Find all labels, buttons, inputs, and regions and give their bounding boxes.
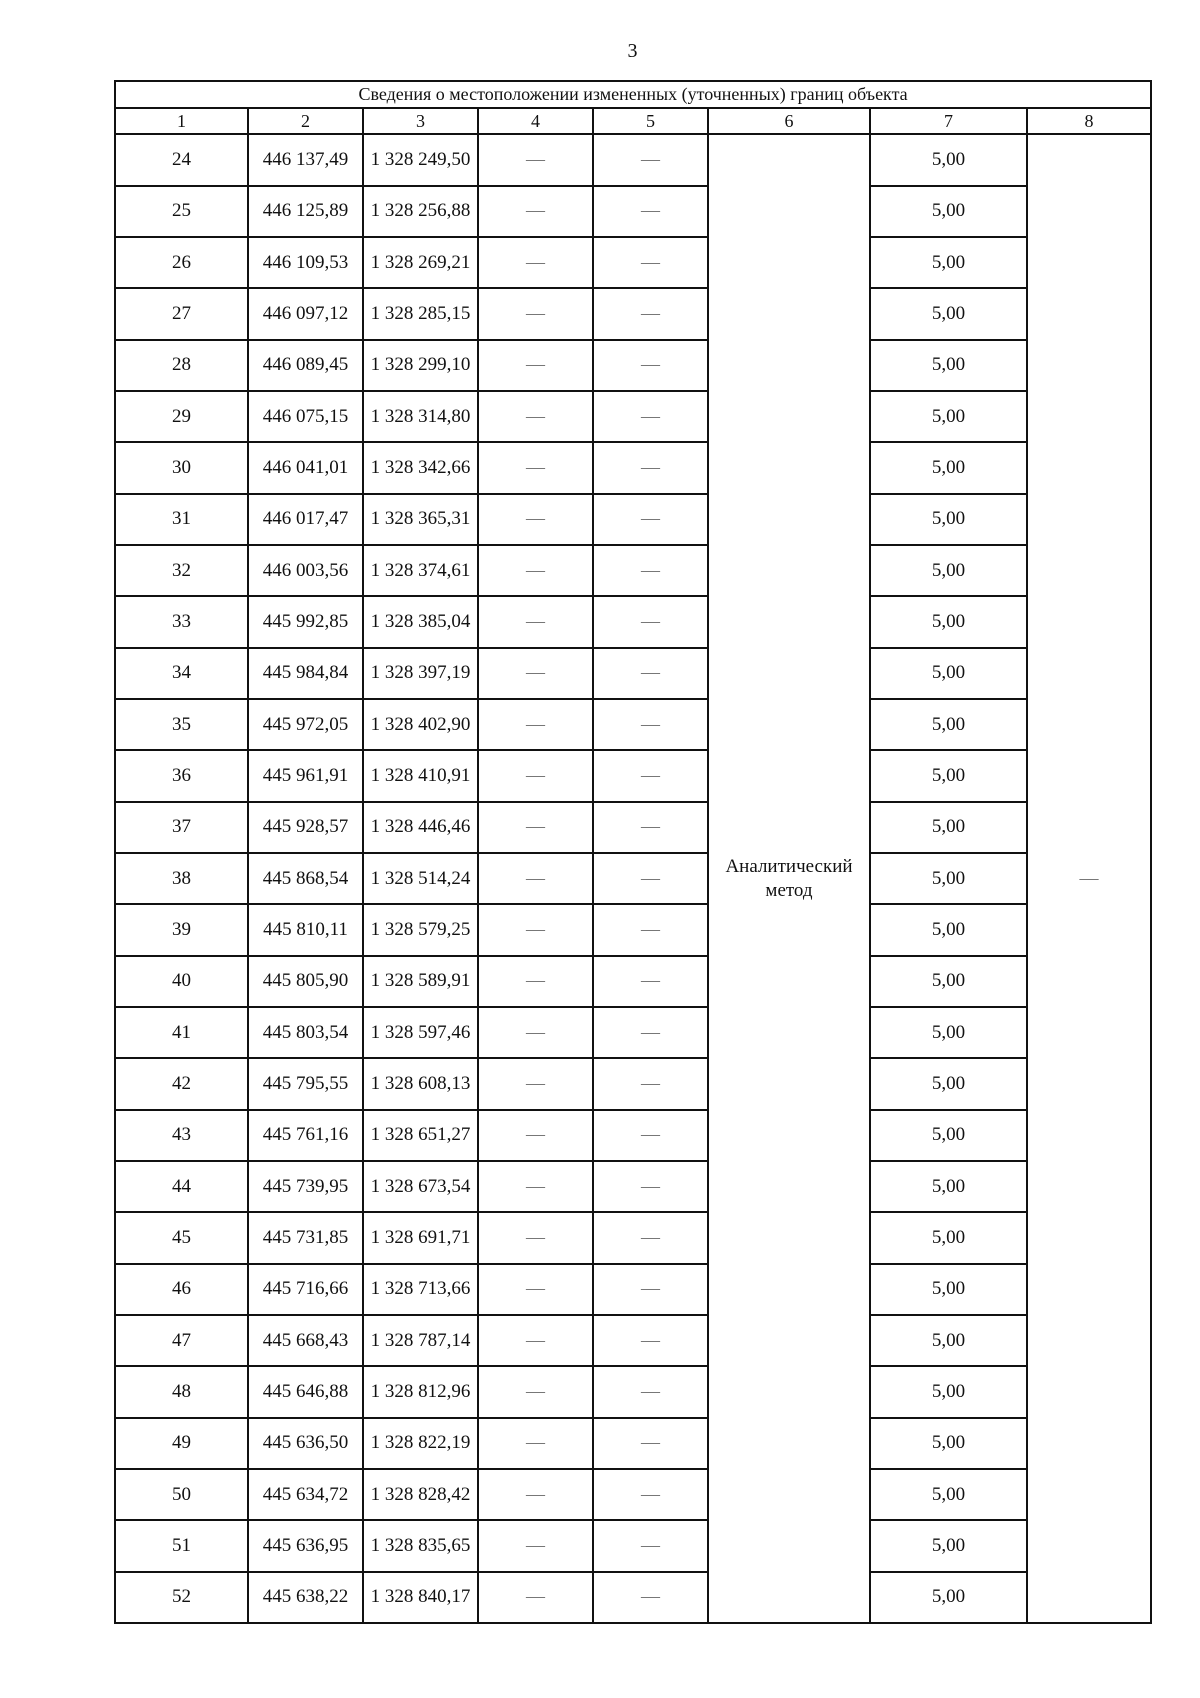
column-4-cell: —	[478, 134, 593, 185]
table-row	[115, 699, 1151, 750]
accuracy-cell: 5,00	[870, 288, 1027, 339]
column-5-cell: —	[593, 1161, 708, 1212]
x-coordinate-cell: 445 928,57	[248, 802, 363, 853]
accuracy-cell: 5,00	[870, 1264, 1027, 1315]
column-4-cell: —	[478, 391, 593, 442]
column-4-cell: —	[478, 802, 593, 853]
x-coordinate-cell: 445 739,95	[248, 1161, 363, 1212]
table-row	[115, 1161, 1151, 1212]
table-row	[115, 391, 1151, 442]
column-5-cell: —	[593, 1572, 708, 1623]
column-number: 1	[115, 108, 248, 134]
table-row	[115, 1212, 1151, 1263]
table-row	[115, 237, 1151, 288]
y-coordinate-cell: 1 328 385,04	[363, 596, 478, 647]
x-coordinate-cell: 446 109,53	[248, 237, 363, 288]
accuracy-cell: 5,00	[870, 853, 1027, 904]
column-4-cell: —	[478, 186, 593, 237]
column-4-cell: —	[478, 1264, 593, 1315]
column-5-cell: —	[593, 340, 708, 391]
accuracy-cell: 5,00	[870, 1366, 1027, 1417]
column-5-cell: —	[593, 1212, 708, 1263]
y-coordinate-cell: 1 328 835,65	[363, 1520, 478, 1571]
y-coordinate-cell: 1 328 299,10	[363, 340, 478, 391]
column-5-cell: —	[593, 1110, 708, 1161]
point-number-cell: 41	[115, 1007, 248, 1058]
y-coordinate-cell: 1 328 374,61	[363, 545, 478, 596]
point-number-cell: 32	[115, 545, 248, 596]
column-5-cell: —	[593, 904, 708, 955]
x-coordinate-cell: 445 731,85	[248, 1212, 363, 1263]
point-number-cell: 24	[115, 134, 248, 185]
y-coordinate-cell: 1 328 256,88	[363, 186, 478, 237]
y-coordinate-cell: 1 328 269,21	[363, 237, 478, 288]
page-number: 3	[627, 40, 638, 62]
y-coordinate-cell: 1 328 691,71	[363, 1212, 478, 1263]
table-row	[115, 545, 1151, 596]
accuracy-cell: 5,00	[870, 545, 1027, 596]
column-4-cell: —	[478, 1366, 593, 1417]
column-4-cell: —	[478, 237, 593, 288]
y-coordinate-cell: 1 328 397,19	[363, 648, 478, 699]
y-coordinate-cell: 1 328 822,19	[363, 1418, 478, 1469]
point-number-cell: 50	[115, 1469, 248, 1520]
column-4-cell: —	[478, 648, 593, 699]
accuracy-cell: 5,00	[870, 1212, 1027, 1263]
column-5-cell: —	[593, 1007, 708, 1058]
column-4-cell: —	[478, 904, 593, 955]
column-5-cell: —	[593, 1520, 708, 1571]
point-number-cell: 29	[115, 391, 248, 442]
table-row	[115, 802, 1151, 853]
x-coordinate-cell: 445 805,90	[248, 956, 363, 1007]
accuracy-cell: 5,00	[870, 237, 1027, 288]
accuracy-cell: 5,00	[870, 494, 1027, 545]
x-coordinate-cell: 446 089,45	[248, 340, 363, 391]
accuracy-cell: 5,00	[870, 186, 1027, 237]
accuracy-cell: 5,00	[870, 956, 1027, 1007]
accuracy-cell: 5,00	[870, 134, 1027, 185]
table-row	[115, 494, 1151, 545]
column-4-cell: —	[478, 1161, 593, 1212]
y-coordinate-cell: 1 328 410,91	[363, 750, 478, 801]
y-coordinate-cell: 1 328 812,96	[363, 1366, 478, 1417]
column-number: 8	[1027, 108, 1151, 134]
point-number-cell: 28	[115, 340, 248, 391]
accuracy-cell: 5,00	[870, 1418, 1027, 1469]
x-coordinate-cell: 445 810,11	[248, 904, 363, 955]
y-coordinate-cell: 1 328 579,25	[363, 904, 478, 955]
accuracy-cell: 5,00	[870, 1469, 1027, 1520]
y-coordinate-cell: 1 328 608,13	[363, 1058, 478, 1109]
table-row	[115, 956, 1151, 1007]
y-coordinate-cell: 1 328 514,24	[363, 853, 478, 904]
column-5-cell: —	[593, 1366, 708, 1417]
point-number-cell: 51	[115, 1520, 248, 1571]
y-coordinate-cell: 1 328 365,31	[363, 494, 478, 545]
table-row	[115, 340, 1151, 391]
table-row	[115, 1058, 1151, 1109]
column-number: 6	[708, 108, 870, 134]
column-5-cell: —	[593, 1469, 708, 1520]
x-coordinate-cell: 446 041,01	[248, 442, 363, 493]
point-number-cell: 30	[115, 442, 248, 493]
column-5-cell: —	[593, 802, 708, 853]
column-5-cell: —	[593, 391, 708, 442]
y-coordinate-cell: 1 328 249,50	[363, 134, 478, 185]
table-row	[115, 853, 1151, 904]
column-5-cell: —	[593, 699, 708, 750]
accuracy-cell: 5,00	[870, 1315, 1027, 1366]
column-number-row	[115, 108, 1151, 134]
table-row	[115, 1366, 1151, 1417]
method-cell: Аналитический метод	[708, 134, 870, 1623]
point-number-cell: 26	[115, 237, 248, 288]
x-coordinate-cell: 445 636,95	[248, 1520, 363, 1571]
y-coordinate-cell: 1 328 787,14	[363, 1315, 478, 1366]
point-number-cell: 35	[115, 699, 248, 750]
y-coordinate-cell: 1 328 342,66	[363, 442, 478, 493]
x-coordinate-cell: 446 097,12	[248, 288, 363, 339]
column-5-cell: —	[593, 288, 708, 339]
column-4-cell: —	[478, 288, 593, 339]
table-row	[115, 134, 1151, 185]
column-number: 3	[363, 108, 478, 134]
column-4-cell: —	[478, 1212, 593, 1263]
column-number: 4	[478, 108, 593, 134]
point-number-cell: 38	[115, 853, 248, 904]
x-coordinate-cell: 445 803,54	[248, 1007, 363, 1058]
table-row	[115, 1110, 1151, 1161]
table-title: Сведения о местоположении измененных (уточненных) границ объекта	[115, 81, 1151, 108]
point-number-cell: 27	[115, 288, 248, 339]
x-coordinate-cell: 445 984,84	[248, 648, 363, 699]
y-coordinate-cell: 1 328 651,27	[363, 1110, 478, 1161]
column-8-cell: —	[1027, 134, 1151, 1623]
y-coordinate-cell: 1 328 597,46	[363, 1007, 478, 1058]
accuracy-cell: 5,00	[870, 1520, 1027, 1571]
table-row	[115, 1264, 1151, 1315]
column-5-cell: —	[593, 1264, 708, 1315]
column-5-cell: —	[593, 545, 708, 596]
column-4-cell: —	[478, 1520, 593, 1571]
accuracy-cell: 5,00	[870, 1007, 1027, 1058]
x-coordinate-cell: 446 075,15	[248, 391, 363, 442]
x-coordinate-cell: 445 868,54	[248, 853, 363, 904]
accuracy-cell: 5,00	[870, 442, 1027, 493]
point-number-cell: 37	[115, 802, 248, 853]
point-number-cell: 45	[115, 1212, 248, 1263]
table-row	[115, 1315, 1151, 1366]
x-coordinate-cell: 445 992,85	[248, 596, 363, 647]
point-number-cell: 42	[115, 1058, 248, 1109]
accuracy-cell: 5,00	[870, 699, 1027, 750]
table-row	[115, 442, 1151, 493]
y-coordinate-cell: 1 328 446,46	[363, 802, 478, 853]
point-number-cell: 46	[115, 1264, 248, 1315]
point-number-cell: 52	[115, 1572, 248, 1623]
point-number-cell: 39	[115, 904, 248, 955]
column-5-cell: —	[593, 186, 708, 237]
point-number-cell: 48	[115, 1366, 248, 1417]
column-4-cell: —	[478, 340, 593, 391]
column-number: 5	[593, 108, 708, 134]
y-coordinate-cell: 1 328 314,80	[363, 391, 478, 442]
point-number-cell: 44	[115, 1161, 248, 1212]
column-5-cell: —	[593, 237, 708, 288]
accuracy-cell: 5,00	[870, 648, 1027, 699]
x-coordinate-cell: 446 125,89	[248, 186, 363, 237]
y-coordinate-cell: 1 328 285,15	[363, 288, 478, 339]
accuracy-cell: 5,00	[870, 1572, 1027, 1623]
x-coordinate-cell: 445 636,50	[248, 1418, 363, 1469]
point-number-cell: 36	[115, 750, 248, 801]
table-row	[115, 186, 1151, 237]
column-5-cell: —	[593, 1058, 708, 1109]
table-row	[115, 288, 1151, 339]
column-4-cell: —	[478, 442, 593, 493]
column-5-cell: —	[593, 750, 708, 801]
column-5-cell: —	[593, 1315, 708, 1366]
y-coordinate-cell: 1 328 828,42	[363, 1469, 478, 1520]
column-5-cell: —	[593, 596, 708, 647]
accuracy-cell: 5,00	[870, 391, 1027, 442]
column-5-cell: —	[593, 442, 708, 493]
column-4-cell: —	[478, 1418, 593, 1469]
column-4-cell: —	[478, 545, 593, 596]
point-number-cell: 43	[115, 1110, 248, 1161]
column-5-cell: —	[593, 956, 708, 1007]
column-4-cell: —	[478, 853, 593, 904]
x-coordinate-cell: 446 137,49	[248, 134, 363, 185]
x-coordinate-cell: 445 761,16	[248, 1110, 363, 1161]
y-coordinate-cell: 1 328 589,91	[363, 956, 478, 1007]
table-row	[115, 1520, 1151, 1571]
accuracy-cell: 5,00	[870, 750, 1027, 801]
accuracy-cell: 5,00	[870, 340, 1027, 391]
column-4-cell: —	[478, 596, 593, 647]
table-row	[115, 648, 1151, 699]
accuracy-cell: 5,00	[870, 904, 1027, 955]
table-row	[115, 1469, 1151, 1520]
table-row	[115, 1007, 1151, 1058]
table-row	[115, 1418, 1151, 1469]
table-row	[115, 596, 1151, 647]
accuracy-cell: 5,00	[870, 802, 1027, 853]
column-5-cell: —	[593, 134, 708, 185]
x-coordinate-cell: 446 017,47	[248, 494, 363, 545]
column-4-cell: —	[478, 1110, 593, 1161]
y-coordinate-cell: 1 328 840,17	[363, 1572, 478, 1623]
x-coordinate-cell: 445 646,88	[248, 1366, 363, 1417]
x-coordinate-cell: 445 795,55	[248, 1058, 363, 1109]
x-coordinate-cell: 445 961,91	[248, 750, 363, 801]
column-4-cell: —	[478, 750, 593, 801]
column-4-cell: —	[478, 699, 593, 750]
x-coordinate-cell: 446 003,56	[248, 545, 363, 596]
column-4-cell: —	[478, 956, 593, 1007]
column-4-cell: —	[478, 1572, 593, 1623]
column-5-cell: —	[593, 1418, 708, 1469]
column-5-cell: —	[593, 494, 708, 545]
accuracy-cell: 5,00	[870, 1161, 1027, 1212]
table-row	[115, 904, 1151, 955]
boundary-coordinates-table	[114, 80, 1152, 1624]
point-number-cell: 49	[115, 1418, 248, 1469]
table-row	[115, 1572, 1151, 1623]
table-title-row	[115, 81, 1151, 108]
table-row	[115, 750, 1151, 801]
point-number-cell: 47	[115, 1315, 248, 1366]
y-coordinate-cell: 1 328 673,54	[363, 1161, 478, 1212]
point-number-cell: 33	[115, 596, 248, 647]
y-coordinate-cell: 1 328 713,66	[363, 1264, 478, 1315]
column-4-cell: —	[478, 494, 593, 545]
x-coordinate-cell: 445 668,43	[248, 1315, 363, 1366]
column-4-cell: —	[478, 1007, 593, 1058]
column-4-cell: —	[478, 1058, 593, 1109]
x-coordinate-cell: 445 716,66	[248, 1264, 363, 1315]
point-number-cell: 34	[115, 648, 248, 699]
accuracy-cell: 5,00	[870, 1110, 1027, 1161]
point-number-cell: 40	[115, 956, 248, 1007]
column-4-cell: —	[478, 1469, 593, 1520]
x-coordinate-cell: 445 638,22	[248, 1572, 363, 1623]
y-coordinate-cell: 1 328 402,90	[363, 699, 478, 750]
column-number: 7	[870, 108, 1027, 134]
x-coordinate-cell: 445 634,72	[248, 1469, 363, 1520]
x-coordinate-cell: 445 972,05	[248, 699, 363, 750]
accuracy-cell: 5,00	[870, 1058, 1027, 1109]
accuracy-cell: 5,00	[870, 596, 1027, 647]
point-number-cell: 25	[115, 186, 248, 237]
column-5-cell: —	[593, 648, 708, 699]
column-5-cell: —	[593, 853, 708, 904]
point-number-cell: 31	[115, 494, 248, 545]
column-4-cell: —	[478, 1315, 593, 1366]
column-number: 2	[248, 108, 363, 134]
